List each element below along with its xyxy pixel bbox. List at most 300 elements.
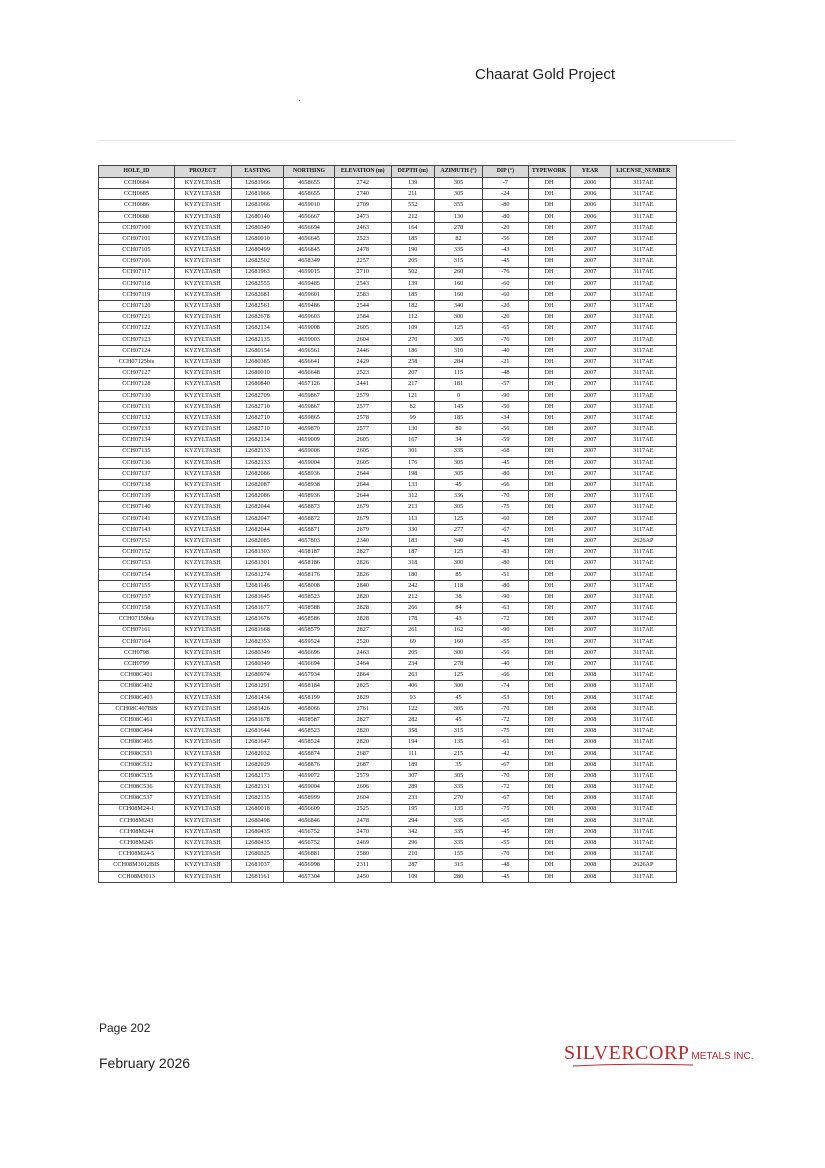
table-row xyxy=(99,860,677,871)
table-row xyxy=(99,491,677,502)
table-cell: 315 xyxy=(434,726,482,737)
table-cell: 2007 xyxy=(570,267,610,278)
table-cell: 2826 xyxy=(334,558,391,569)
table-cell: 212 xyxy=(391,591,434,602)
table-cell: -90 xyxy=(483,625,528,636)
table-cell: DH xyxy=(528,715,570,726)
table-cell: 3117AE xyxy=(610,368,676,379)
stray-mark xyxy=(299,100,300,101)
table-cell: 180 xyxy=(391,569,434,580)
table-cell: 2007 xyxy=(570,558,610,569)
table-cell: 45 xyxy=(434,692,482,703)
table-cell: DH xyxy=(528,670,570,681)
table-cell: 300 xyxy=(434,312,482,323)
table-cell: 280 xyxy=(434,871,482,882)
table-cell: 3117AE xyxy=(610,849,676,860)
table-cell: -80 xyxy=(483,558,528,569)
table-row xyxy=(99,793,677,804)
table-cell: CCH07119 xyxy=(99,289,175,300)
table-cell: CCH08C531 xyxy=(99,748,175,759)
table-cell: 4659003 xyxy=(284,334,335,345)
table-cell: 12682029 xyxy=(231,759,284,770)
table-cell: -66 xyxy=(483,670,528,681)
table-cell: 318 xyxy=(391,558,434,569)
table-cell: 3117AE xyxy=(610,468,676,479)
table-cell: DH xyxy=(528,211,570,222)
table-cell: 4659004 xyxy=(284,457,335,468)
table-cell: 312 xyxy=(391,491,434,502)
table-cell: DH xyxy=(528,591,570,602)
table-cell: 3117AE xyxy=(610,211,676,222)
table-cell: 4659524 xyxy=(284,636,335,647)
table-cell: 2441 xyxy=(334,379,391,390)
table-cell: 162 xyxy=(434,625,482,636)
table-cell: KYZYLTASH xyxy=(174,289,231,300)
table-row xyxy=(99,189,677,200)
table-cell: -65 xyxy=(483,815,528,826)
table-cell: 112 xyxy=(391,312,434,323)
table-cell: 4656667 xyxy=(284,211,335,222)
silvercorp-logo xyxy=(564,1042,753,1065)
table-cell: 4659486 xyxy=(284,301,335,312)
table-cell: 4658999 xyxy=(284,793,335,804)
table-cell: KYZYLTASH xyxy=(174,636,231,647)
table-cell: 4657934 xyxy=(284,670,335,681)
table-cell: DH xyxy=(528,379,570,390)
table-cell: KYZYLTASH xyxy=(174,256,231,267)
table-cell: 186 xyxy=(391,345,434,356)
table-cell: CCH07124 xyxy=(99,345,175,356)
table-cell: 12680154 xyxy=(231,345,284,356)
table-cell: 145 xyxy=(434,401,482,412)
table-cell: 3117AE xyxy=(610,379,676,390)
table-cell: CCH07159bis xyxy=(99,614,175,625)
table-cell: 3117AE xyxy=(610,345,676,356)
table-row xyxy=(99,435,677,446)
table-row xyxy=(99,782,677,793)
table-cell: KYZYLTASH xyxy=(174,715,231,726)
table-cell: DH xyxy=(528,838,570,849)
table-cell: 2008 xyxy=(570,826,610,837)
table-cell: CCH07153 xyxy=(99,558,175,569)
table-cell: CCH07122 xyxy=(99,323,175,334)
table-cell: 12681966 xyxy=(231,178,284,189)
table-cell: 3117AE xyxy=(610,390,676,401)
table-cell: 215 xyxy=(434,748,482,759)
table-cell: 12682709 xyxy=(231,390,284,401)
table-cell: 305 xyxy=(434,703,482,714)
table-cell: 12681426 xyxy=(231,703,284,714)
column-header: NORTHING xyxy=(284,166,335,178)
table-cell: 315 xyxy=(434,256,482,267)
table-cell: CCH0685 xyxy=(99,189,175,200)
table-cell: 282 xyxy=(391,715,434,726)
table-cell: 122 xyxy=(391,703,434,714)
table-cell: 4656609 xyxy=(284,804,335,815)
table-cell: 3117AE xyxy=(610,770,676,781)
page-number: Page 202 xyxy=(99,1021,151,1035)
table-cell: 139 xyxy=(391,278,434,289)
table-cell: -21 xyxy=(483,357,528,368)
table-cell: 121 xyxy=(391,390,434,401)
table-cell: 2008 xyxy=(570,703,610,714)
table-cell: -72 xyxy=(483,715,528,726)
table-cell: 2478 xyxy=(334,815,391,826)
table-cell: 2583 xyxy=(334,289,391,300)
table-cell: DH xyxy=(528,625,570,636)
table-cell: 3117AE xyxy=(610,871,676,882)
table-row xyxy=(99,278,677,289)
table-cell: 2464 xyxy=(334,659,391,670)
table-cell: KYZYLTASH xyxy=(174,826,231,837)
table-cell: CCH08C535 xyxy=(99,770,175,781)
table-cell: 2007 xyxy=(570,524,610,535)
table-cell: KYZYLTASH xyxy=(174,368,231,379)
table-cell: 2007 xyxy=(570,368,610,379)
table-cell: 310 xyxy=(434,345,482,356)
table-cell: 266 xyxy=(391,603,434,614)
table-cell: -55 xyxy=(483,636,528,647)
table-cell: DH xyxy=(528,424,570,435)
table-cell: 3117AE xyxy=(610,591,676,602)
table-cell: -43 xyxy=(483,245,528,256)
table-cell: DH xyxy=(528,368,570,379)
table-cell: 4658936 xyxy=(284,491,335,502)
table-row xyxy=(99,849,677,860)
table-cell: 2007 xyxy=(570,233,610,244)
table-cell: 294 xyxy=(391,815,434,826)
table-cell: DH xyxy=(528,737,570,748)
table-cell: 12682678 xyxy=(231,312,284,323)
table-cell: 12682135 xyxy=(231,793,284,804)
table-cell: 3117AE xyxy=(610,804,676,815)
table-cell: 12681274 xyxy=(231,569,284,580)
table-cell: KYZYLTASH xyxy=(174,569,231,580)
table-cell: KYZYLTASH xyxy=(174,748,231,759)
table-cell: CCH0688 xyxy=(99,211,175,222)
table-cell: 69 xyxy=(391,636,434,647)
table-cell: 12681161 xyxy=(231,871,284,882)
table-cell: KYZYLTASH xyxy=(174,200,231,211)
table-cell: DH xyxy=(528,390,570,401)
table-cell: 342 xyxy=(391,826,434,837)
table-cell: 4659009 xyxy=(284,435,335,446)
table-cell: DH xyxy=(528,412,570,423)
table-cell: 176 xyxy=(391,457,434,468)
table-cell: 2007 xyxy=(570,289,610,300)
table-cell: 2006 xyxy=(570,178,610,189)
table-row xyxy=(99,591,677,602)
table-row xyxy=(99,614,677,625)
table-cell: 12681644 xyxy=(231,726,284,737)
table-cell: CCH07128 xyxy=(99,379,175,390)
table-cell: 4659865 xyxy=(284,412,335,423)
table-cell: 2579 xyxy=(334,390,391,401)
table-row xyxy=(99,502,677,513)
table-cell: 12680435 xyxy=(231,826,284,837)
table-cell: 35 xyxy=(434,759,482,770)
table-cell: 12682086 xyxy=(231,468,284,479)
table-cell: 3117AE xyxy=(610,357,676,368)
table-cell: KYZYLTASH xyxy=(174,860,231,871)
table-cell: 2840 xyxy=(334,580,391,591)
table-cell: 2584 xyxy=(334,312,391,323)
table-row xyxy=(99,715,677,726)
table-cell: 2577 xyxy=(334,401,391,412)
table-cell: 3117AE xyxy=(610,222,676,233)
table-cell: 4658184 xyxy=(284,681,335,692)
table-cell: CCH07134 xyxy=(99,435,175,446)
table-cell: DH xyxy=(528,502,570,513)
table-cell: 3117AE xyxy=(610,334,676,345)
table-cell: -80 xyxy=(483,580,528,591)
table-cell: 82 xyxy=(434,233,482,244)
table-cell: 45 xyxy=(434,715,482,726)
table-cell: 300 xyxy=(434,681,482,692)
table-cell: 296 xyxy=(391,838,434,849)
table-cell: 164 xyxy=(391,222,434,233)
table-cell: 4659867 xyxy=(284,401,335,412)
table-cell: 2463 xyxy=(334,222,391,233)
table-cell: 4656696 xyxy=(284,647,335,658)
table-cell: DH xyxy=(528,278,570,289)
table-cell: 2007 xyxy=(570,480,610,491)
table-cell: CCH0684 xyxy=(99,178,175,189)
table-cell: 278 xyxy=(434,659,482,670)
table-row xyxy=(99,838,677,849)
table-header-row xyxy=(99,166,677,178)
table-cell: 12681647 xyxy=(231,737,284,748)
table-cell: 2626AP xyxy=(610,860,676,871)
table-cell: CCH07141 xyxy=(99,513,175,524)
table-cell: 2007 xyxy=(570,502,610,513)
table-cell: 125 xyxy=(434,323,482,334)
table-cell: 4656752 xyxy=(284,826,335,837)
table-cell: CCH08M24-1 xyxy=(99,804,175,815)
table-cell: CCH07139 xyxy=(99,491,175,502)
logo-subtitle: METALS INC. xyxy=(691,1051,754,1062)
table-cell: CCH07120 xyxy=(99,301,175,312)
table-cell: 2604 xyxy=(334,793,391,804)
table-cell: 210 xyxy=(391,849,434,860)
table-row xyxy=(99,345,677,356)
table-cell: 99 xyxy=(391,412,434,423)
table-cell: 3117AE xyxy=(610,245,676,256)
table-cell: 305 xyxy=(434,334,482,345)
table-cell: 12682044 xyxy=(231,502,284,513)
table-cell: -65 xyxy=(483,323,528,334)
table-cell: DH xyxy=(528,569,570,580)
table-cell: 125 xyxy=(434,513,482,524)
table-cell: 2007 xyxy=(570,647,610,658)
table-cell: 2820 xyxy=(334,591,391,602)
table-row xyxy=(99,737,677,748)
table-cell: 2007 xyxy=(570,614,610,625)
table-cell: KYZYLTASH xyxy=(174,424,231,435)
table-cell: KYZYLTASH xyxy=(174,603,231,614)
table-cell: 12680018 xyxy=(231,804,284,815)
table-cell: 12682555 xyxy=(231,278,284,289)
table-cell: 12680974 xyxy=(231,670,284,681)
table-cell: 2008 xyxy=(570,782,610,793)
table-cell: 2008 xyxy=(570,871,610,882)
table-cell: DH xyxy=(528,189,570,200)
table-cell: KYZYLTASH xyxy=(174,670,231,681)
table-cell: 3117AE xyxy=(610,826,676,837)
table-cell: 4659008 xyxy=(284,323,335,334)
table-row xyxy=(99,647,677,658)
table-cell: 12680499 xyxy=(231,245,284,256)
table-cell: 2679 xyxy=(334,524,391,535)
table-cell: 3117AE xyxy=(610,737,676,748)
column-header: EASTING xyxy=(231,166,284,178)
table-cell: 4658187 xyxy=(284,547,335,558)
table-cell: 12681291 xyxy=(231,681,284,692)
table-cell: 130 xyxy=(434,211,482,222)
table-cell: 2463 xyxy=(334,647,391,658)
table-cell: DH xyxy=(528,480,570,491)
table-cell: KYZYLTASH xyxy=(174,614,231,625)
table-cell: CCH07136 xyxy=(99,457,175,468)
table-cell: 2007 xyxy=(570,536,610,547)
table-cell: KYZYLTASH xyxy=(174,793,231,804)
table-cell: 12682134 xyxy=(231,435,284,446)
table-cell: DH xyxy=(528,726,570,737)
table-cell: -60 xyxy=(483,513,528,524)
table-cell: KYZYLTASH xyxy=(174,401,231,412)
table-row xyxy=(99,446,677,457)
table-cell: -76 xyxy=(483,334,528,345)
table-row xyxy=(99,770,677,781)
table-cell: 335 xyxy=(434,245,482,256)
table-cell: 195 xyxy=(391,804,434,815)
table-cell: CCH08C403 xyxy=(99,692,175,703)
table-row xyxy=(99,513,677,524)
table-cell: KYZYLTASH xyxy=(174,591,231,602)
table-cell: 2006 xyxy=(570,189,610,200)
table-cell: 4659004 xyxy=(284,782,335,793)
table-cell: 2008 xyxy=(570,815,610,826)
table-cell: 12681966 xyxy=(231,200,284,211)
table-cell: 189 xyxy=(391,759,434,770)
table-cell: 125 xyxy=(434,670,482,681)
table-cell: 3117AE xyxy=(610,189,676,200)
table-cell: 0 xyxy=(434,390,482,401)
table-cell: 4658936 xyxy=(284,468,335,479)
table-cell: KYZYLTASH xyxy=(174,692,231,703)
table-cell: 2820 xyxy=(334,737,391,748)
table-cell: KYZYLTASH xyxy=(174,502,231,513)
table-cell: 2478 xyxy=(334,245,391,256)
table-cell: 3117AE xyxy=(610,301,676,312)
table-cell: 43 xyxy=(434,614,482,625)
table-cell: CCH08M3013 xyxy=(99,871,175,882)
table-cell: 3117AE xyxy=(610,715,676,726)
table-cell: 2257 xyxy=(334,256,391,267)
table-cell: 2007 xyxy=(570,424,610,435)
table-cell: 205 xyxy=(391,256,434,267)
table-cell: -83 xyxy=(483,547,528,558)
table-cell: 2008 xyxy=(570,670,610,681)
table-cell: 12682134 xyxy=(231,323,284,334)
table-cell: 4659603 xyxy=(284,312,335,323)
table-cell: 2709 xyxy=(334,200,391,211)
table-cell: -60 xyxy=(483,278,528,289)
table-cell: 2007 xyxy=(570,591,610,602)
table-cell: DH xyxy=(528,793,570,804)
table-cell: KYZYLTASH xyxy=(174,815,231,826)
table-cell: 185 xyxy=(391,233,434,244)
table-cell: 2470 xyxy=(334,826,391,837)
table-cell: 233 xyxy=(391,793,434,804)
table-row xyxy=(99,267,677,278)
table-cell: KYZYLTASH xyxy=(174,233,231,244)
table-cell: 4656998 xyxy=(284,860,335,871)
table-cell: DH xyxy=(528,289,570,300)
table-cell: 38 xyxy=(434,591,482,602)
table-cell: 4659601 xyxy=(284,289,335,300)
table-cell: 2007 xyxy=(570,580,610,591)
table-row xyxy=(99,390,677,401)
table-cell: DH xyxy=(528,636,570,647)
table-cell: 4658579 xyxy=(284,625,335,636)
table-cell: 2007 xyxy=(570,412,610,423)
table-cell: 130 xyxy=(391,424,434,435)
table-cell: CCH07138 xyxy=(99,480,175,491)
table-cell: KYZYLTASH xyxy=(174,312,231,323)
table-cell: 12680349 xyxy=(231,222,284,233)
table-cell: DH xyxy=(528,547,570,558)
table-row xyxy=(99,826,677,837)
column-header: DIP (°) xyxy=(483,166,528,178)
table-cell: 340 xyxy=(434,536,482,547)
table-cell: 12682353 xyxy=(231,636,284,647)
table-cell: DH xyxy=(528,334,570,345)
table-cell: 4658523 xyxy=(284,591,335,602)
table-cell: 305 xyxy=(434,457,482,468)
table-row xyxy=(99,558,677,569)
table-cell: 167 xyxy=(391,435,434,446)
table-cell: 2007 xyxy=(570,435,610,446)
table-cell: CCH07125bis xyxy=(99,357,175,368)
table-cell: 4656845 xyxy=(284,245,335,256)
table-cell: 194 xyxy=(391,737,434,748)
table-cell: 12682044 xyxy=(231,524,284,535)
table-cell: 3117AE xyxy=(610,759,676,770)
table-cell: 3117AE xyxy=(610,569,676,580)
table-row xyxy=(99,323,677,334)
table-cell: -45 xyxy=(483,536,528,547)
table-cell: 4658655 xyxy=(284,178,335,189)
table-body xyxy=(99,178,677,883)
table-row xyxy=(99,871,677,882)
table-cell: 12680349 xyxy=(231,647,284,658)
table-cell: 2007 xyxy=(570,603,610,614)
table-cell: 3117AE xyxy=(610,603,676,614)
column-header: AZIMUTH (°) xyxy=(434,166,482,178)
table-cell: 12680140 xyxy=(231,211,284,222)
table-cell: KYZYLTASH xyxy=(174,491,231,502)
table-cell: 2605 xyxy=(334,446,391,457)
table-cell: 2007 xyxy=(570,334,610,345)
table-row xyxy=(99,233,677,244)
table-cell: -90 xyxy=(483,591,528,602)
table-cell: 2008 xyxy=(570,849,610,860)
table-cell: 3117AE xyxy=(610,782,676,793)
table-cell: 4656641 xyxy=(284,357,335,368)
table-cell: 305 xyxy=(434,468,482,479)
table-cell: -66 xyxy=(483,480,528,491)
